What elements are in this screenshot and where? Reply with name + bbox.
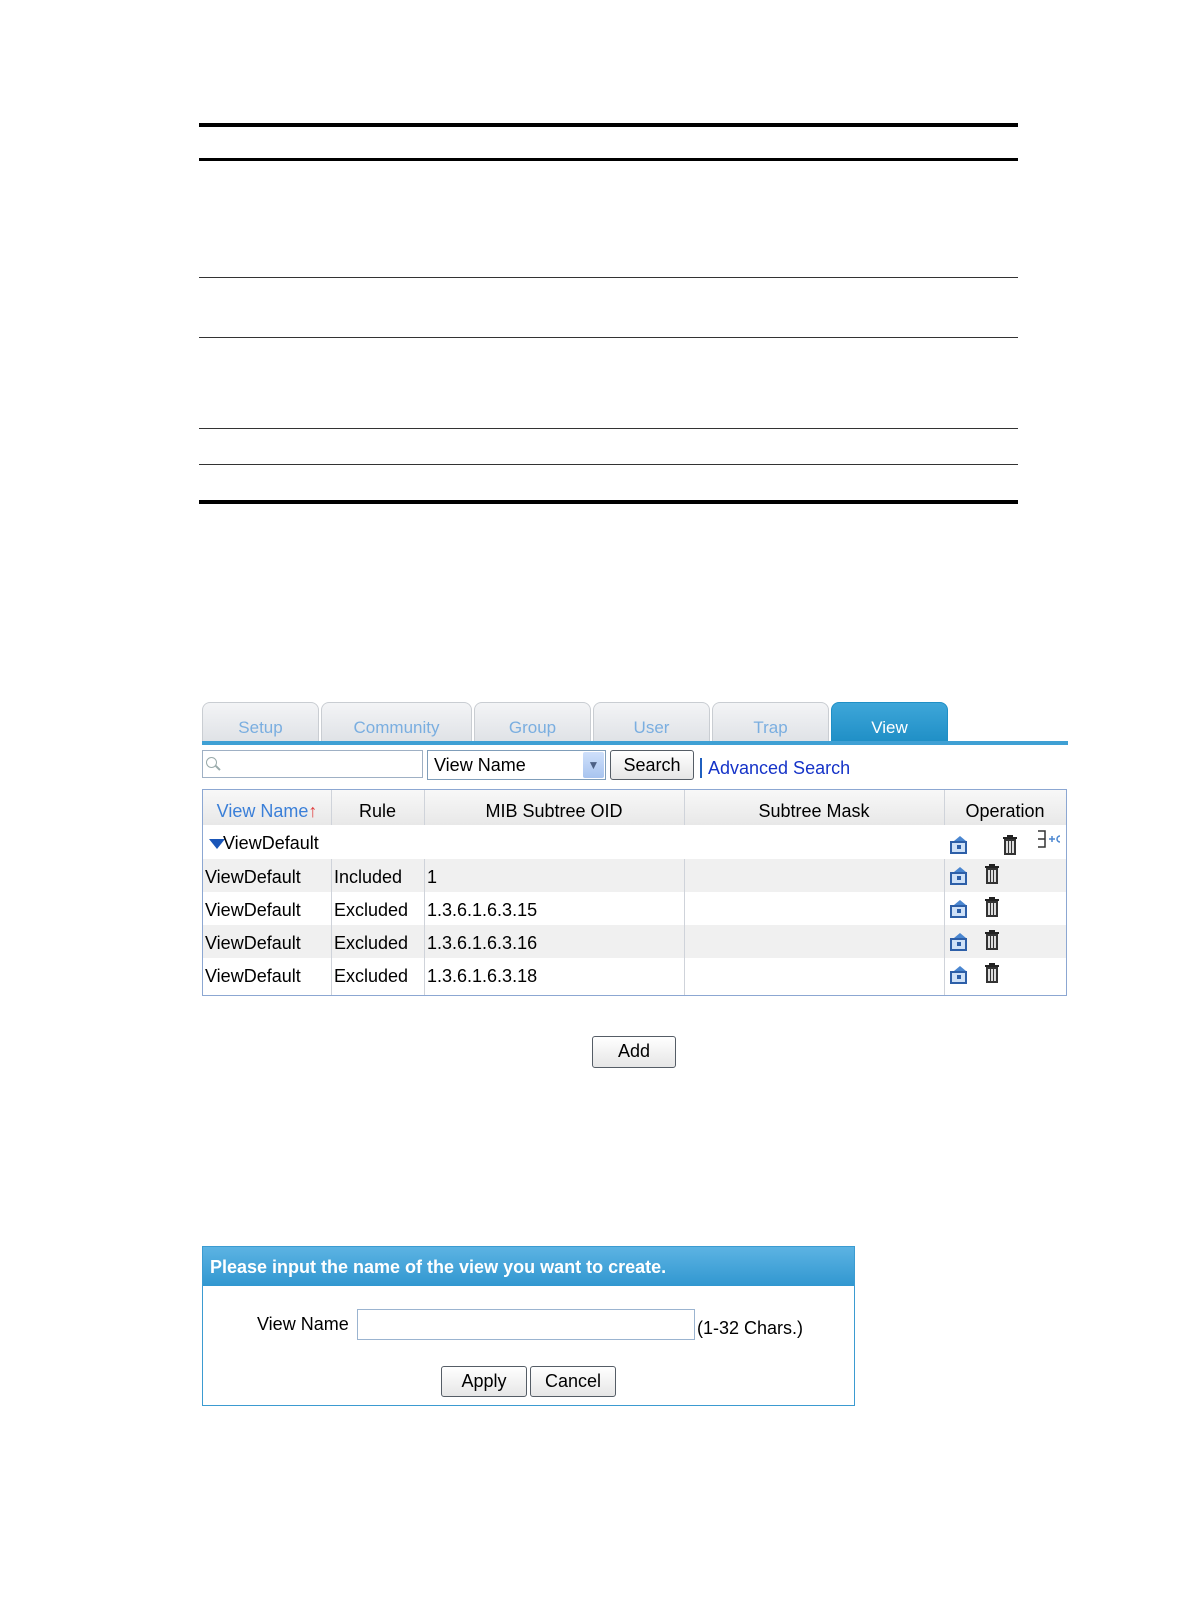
trash-icon[interactable] xyxy=(1003,835,1017,855)
tab-bar xyxy=(202,702,1068,744)
cell-rule: Excluded xyxy=(334,933,409,953)
trash-icon[interactable] xyxy=(985,930,999,950)
create-view-dialog xyxy=(202,1246,855,1406)
search-button[interactable]: Search xyxy=(610,750,694,780)
trash-icon[interactable] xyxy=(985,963,999,983)
cell-oid: 1.3.6.1.6.3.18 xyxy=(427,966,538,986)
sort-asc-icon: ↑ xyxy=(308,801,318,821)
select-value: View Name xyxy=(434,755,526,775)
search-icon xyxy=(206,757,217,768)
cell-rule: Included xyxy=(334,867,403,887)
header-operation: Operation xyxy=(965,801,1045,821)
cell-oid: 1.3.6.1.6.3.15 xyxy=(427,900,538,920)
cell-view-name: ViewDefault xyxy=(205,867,301,887)
group-row[interactable] xyxy=(203,825,1066,859)
edit-icon[interactable] xyxy=(949,899,971,919)
link-separator xyxy=(700,758,702,778)
table-row-rule xyxy=(199,428,1018,429)
cancel-button[interactable]: Cancel xyxy=(530,1366,616,1397)
tab-view[interactable]: View xyxy=(831,702,948,742)
edit-icon[interactable] xyxy=(949,835,971,855)
cell-view-name: ViewDefault xyxy=(205,966,301,986)
tab-trap[interactable]: Trap xyxy=(712,702,829,742)
column-divider xyxy=(944,859,945,995)
trash-icon[interactable] xyxy=(985,897,999,917)
cell-oid: 1 xyxy=(427,867,438,887)
tab-underline xyxy=(202,741,1068,745)
apply-button[interactable]: Apply xyxy=(441,1366,527,1397)
dialog-title: Please input the name of the view you want to create. xyxy=(203,1247,854,1286)
view-name-input[interactable] xyxy=(357,1309,695,1340)
tab-group[interactable]: Group xyxy=(474,702,591,742)
header-view-name-label: View Name xyxy=(216,801,309,821)
view-name-hint: (1-32 Chars.) xyxy=(697,1318,804,1338)
view-name-label: View Name xyxy=(257,1314,349,1334)
cell-oid: 1.3.6.1.6.3.16 xyxy=(427,933,538,953)
table-row[interactable] xyxy=(203,859,1066,892)
header-oid[interactable]: MIB Subtree OID xyxy=(485,801,623,821)
column-divider xyxy=(684,859,685,995)
column-divider xyxy=(424,790,425,825)
table-bottom-rule xyxy=(199,500,1018,504)
tab-community[interactable]: Community xyxy=(321,702,472,742)
table-top-rule xyxy=(199,123,1018,127)
table-row-rule xyxy=(199,337,1018,338)
cell-rule: Excluded xyxy=(334,900,409,920)
search-field[interactable] xyxy=(202,750,423,778)
column-divider xyxy=(331,790,332,825)
view-table xyxy=(202,789,1067,996)
chevron-down-icon[interactable]: ▼ xyxy=(583,752,604,778)
table-row[interactable] xyxy=(203,958,1066,991)
column-divider xyxy=(424,859,425,995)
add-button[interactable]: Add xyxy=(592,1036,676,1068)
column-divider xyxy=(331,859,332,995)
table-row-rule xyxy=(199,464,1018,465)
search-field-select[interactable] xyxy=(427,750,606,780)
table-header-rule xyxy=(199,158,1018,161)
column-divider xyxy=(684,790,685,825)
cell-rule: Excluded xyxy=(334,966,409,986)
cell-view-name: ViewDefault xyxy=(205,900,301,920)
header-rule[interactable]: Rule xyxy=(358,801,397,821)
tab-user[interactable]: User xyxy=(593,702,710,742)
group-name: ViewDefault xyxy=(223,833,319,853)
cell-view-name: ViewDefault xyxy=(205,933,301,953)
edit-icon[interactable] xyxy=(949,866,971,886)
tab-setup[interactable]: Setup xyxy=(202,702,319,742)
header-view-name[interactable] xyxy=(203,790,331,825)
advanced-search-link[interactable]: Advanced Search xyxy=(708,758,851,778)
table-header xyxy=(203,790,1066,826)
edit-icon[interactable] xyxy=(949,932,971,952)
search-input[interactable] xyxy=(219,753,423,777)
edit-icon[interactable] xyxy=(949,965,971,985)
add-rule-icon[interactable] xyxy=(1037,830,1061,850)
header-mask[interactable]: Subtree Mask xyxy=(758,801,870,821)
table-row[interactable] xyxy=(203,892,1066,925)
table-row-rule xyxy=(199,277,1018,278)
column-divider xyxy=(944,790,945,825)
table-row[interactable] xyxy=(203,925,1066,958)
trash-icon[interactable] xyxy=(985,864,999,884)
